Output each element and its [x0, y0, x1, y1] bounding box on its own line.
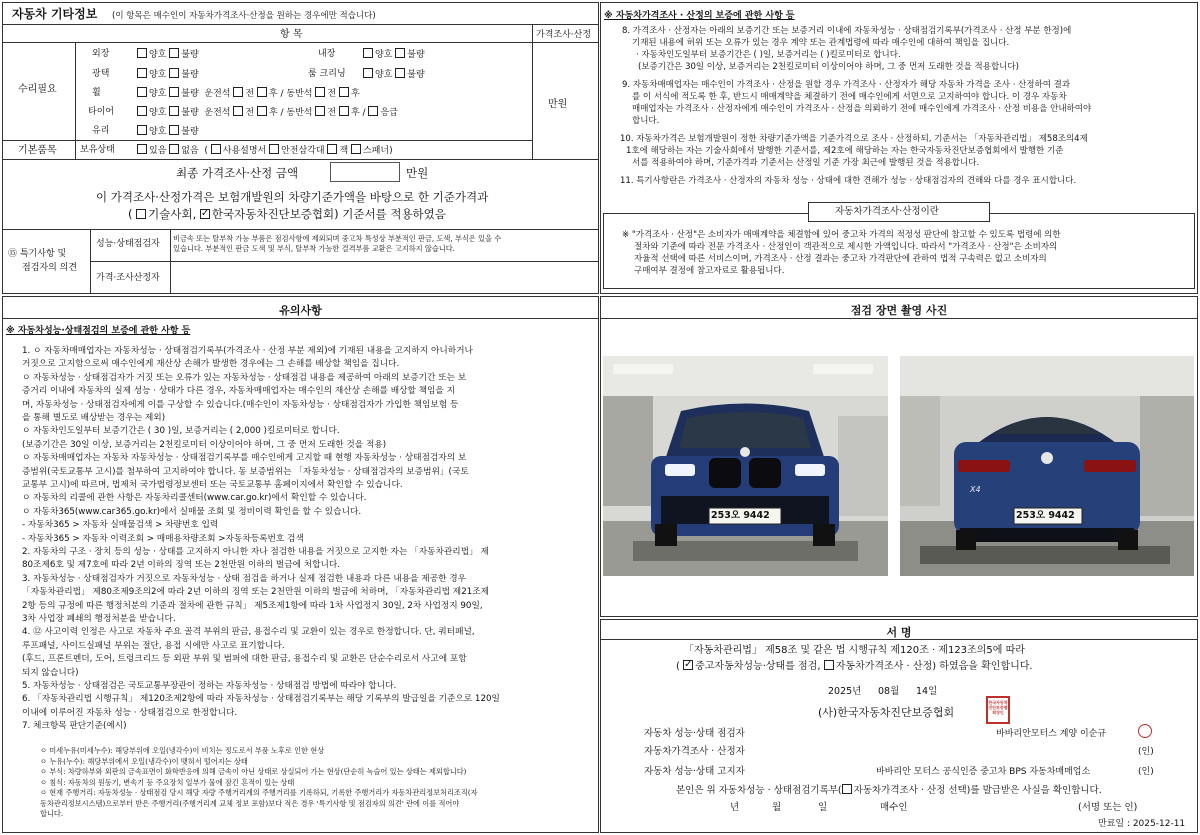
role-notifier-name: 바바리안 모터스 공식인증 중고차 BPS 자동차매매업소 [876, 767, 1091, 777]
inspector-seal [1138, 724, 1152, 738]
tire-pass-front-checkbox[interactable] [315, 106, 325, 116]
glass-good-checkbox[interactable] [137, 125, 147, 135]
exterior-options [137, 48, 199, 61]
opt-label: 불량 [181, 127, 199, 137]
item-10-line: 10. 자동차가격은 보험개발원이 정한 차량기준가액을 기준가격으로 조사 · 산정하되, 기준서는 「자동차관리법」 제58조의4제 [620, 134, 1088, 144]
notes-line: 2항 등의 규정에 따른 행정처분의 기준과 절차에 관한 규칙」 제5조제1항에 따라 1차 사업정지 30일, 2차 사업정지 90일, [22, 600, 483, 611]
room-clean-label: 룸 크리닝 [308, 69, 346, 79]
role-appraiser-seal: (인) [1138, 747, 1154, 757]
appraiser-label: 가격·조사산정자 [96, 273, 160, 283]
photo-header: 점검 장면 촬영 사진 [850, 304, 948, 317]
issue-year: 2025년 [828, 686, 862, 697]
notes-header: 유의사항 [279, 304, 322, 317]
notes-line: 교통부 고시)에 따르며, 법제처 국가법령정보센터 또는 국토교통부 홈페이지에서 확인할 수 있습니다. [22, 480, 403, 490]
exterior-bad-checkbox[interactable] [169, 48, 179, 58]
notes-line: 3차 사업장 폐쇄의 행정처분을 받습니다. [22, 614, 176, 624]
opt-label: 양호 [149, 50, 167, 60]
interior-bad-checkbox[interactable] [395, 48, 405, 58]
basis-line-2 [128, 207, 446, 221]
notes-line: 1. ㅇ 자동차매매업자는 자동차성능 · 상태점검기록부(가격조사 · 산정 부분 제외)에 기재된 내용을 고지하지 아니하거나 [22, 346, 473, 356]
opt-label: 없음 [181, 146, 199, 156]
notes-line: 이내에 이루어진 자동차 성능 · 상태점검으로 한정합니다. [22, 707, 238, 718]
rear-badge: X4 [970, 485, 981, 494]
exterior-label: 외장 [92, 49, 110, 59]
manual-checkbox[interactable] [211, 144, 221, 154]
photo-header-line [600, 318, 1198, 319]
front-label: 전 [327, 89, 337, 99]
tire-pass-rear-checkbox[interactable] [339, 106, 349, 116]
appraisal-title: ※ 자동차가격조사 · 산정의 보증에 관한 사항 등 [604, 11, 795, 21]
tech-society-checkbox[interactable] [136, 209, 146, 219]
opt-label: 있음 [149, 146, 167, 156]
org-stamp [986, 696, 1010, 724]
rear-car-illustration [900, 356, 1194, 576]
definition-line: ※ "가격조사 · 산정"은 소비자가 매매계약을 체결함에 있어 중고차 가격의 적정성 판단에 참고할 수 있도록 법령에 의한 [622, 230, 1061, 240]
notes-line: ㅇ 자동차의 리콜에 관한 사항은 자동차리콜센터(www.car.go.kr)에서 확인할 수 있습니다. [22, 493, 367, 504]
item-9-line: 합니다. [632, 116, 660, 126]
notes-line: (보증기간은 30일 이상, 보증거리는 2천킬로미터 이상이어야 하며, 그 중 먼저 도래한 것을 적용) [22, 439, 387, 450]
grid-line [2, 42, 599, 43]
gloss-bad-checkbox[interactable] [169, 68, 179, 78]
opt-label: 불량 [407, 50, 425, 60]
item-9-line: 9. 자동차매매업자는 매수인이 가격조사 · 산정을 원할 경우 가격조사 · 산정자가 해당 자동차 가격을 조사 · 산정하여 결과 [622, 80, 1071, 90]
tire-bad-checkbox[interactable] [169, 106, 179, 116]
room-clean-bad-checkbox[interactable] [395, 68, 405, 78]
wheel-pass-rear-checkbox[interactable] [339, 87, 349, 97]
notes-line: 며, 자동차성능 · 상태점검자에게 이를 구상할 수 있습니다.(매수인이 자동차성능 · 상태점검자가 가입한 책임보험 등 [22, 399, 459, 410]
notes-line: 7. 체크항목 판단기준(예시) [22, 721, 127, 732]
front-car-illustration [603, 356, 888, 576]
glass-label: 유리 [92, 126, 110, 136]
role-appraiser: 자동차가격조사 · 산정자 [644, 746, 745, 757]
interior-good-checkbox[interactable] [363, 48, 373, 58]
rear-plate: 253오 9442 [1016, 510, 1075, 521]
rear-label: 후 [268, 89, 278, 99]
notes-line: - 자동차365 > 자동차 실매물검색 > 차량번호 입력 [22, 520, 219, 531]
notes-line: 6. 「자동차관리법 시행규칙」 제120조제2항에 따라 자동차성능 · 상태점검기록부는 해당 기록부의 발급일을 기준으로 120일 [22, 694, 500, 705]
rear-label: 후 [268, 108, 278, 118]
opt-label: 불량 [181, 50, 199, 60]
opt-label: 불량 [181, 89, 199, 99]
grid-line [2, 159, 599, 160]
buyer-label: 매수인 [880, 802, 908, 813]
glass-bad-checkbox[interactable] [169, 125, 179, 135]
org-stamp-text: 한국자동차진단보증협회장인 [988, 700, 1008, 715]
confirm-prefix: 본인은 위 자동차성능 · 상태점검기록부( [676, 785, 842, 796]
opt-label: 양호 [149, 127, 167, 137]
wheel-options: 양호 불량 운전석 전 후 / 동반석 전 후 [137, 87, 360, 100]
tire-options: 양호 불량 운전석 전 후 / 동반석 전 후 / 응급 [137, 106, 398, 119]
appraisal-checkbox[interactable] [824, 660, 834, 670]
grid-line [2, 229, 599, 230]
gloss-label: 광택 [92, 69, 110, 79]
column-price-header: 가격조사·산정 [536, 30, 592, 40]
front-plate: 253오 9442 [711, 510, 770, 521]
confirm-suffix: 자동차가격조사 · 산정 선택)를 발급받은 사실을 확인합니다. [853, 785, 1102, 796]
notes-line: ㅇ 자동차매매업자는 자동차 자동차성능 · 상태점검기록부를 매수인에게 고지할 때 현행 자동차성능 · 상태점검자의 보 [22, 453, 467, 464]
sign-legal-line: 「자동차관리법」 제58조 및 같은 법 시행규칙 제120조 · 제123조의5에 따라 [684, 645, 1025, 656]
opt-label: 불량 [181, 108, 199, 118]
criteria-line: 합니다. [40, 809, 64, 818]
notes-line: 증범위(국토교통부 고시)를 첨부하여 고지하여야 합니다. 동 보증범위는 「자동차성능 · 상태점검자의 보증범위」(국토 [22, 466, 469, 477]
wheel-bad-checkbox[interactable] [169, 87, 179, 97]
notes-title: ※ 자동차성능·상태점검의 보증에 관한 사항 등 [6, 326, 191, 336]
grid-line [75, 42, 76, 159]
notes-line: (후드, 프론트펜더, 도어, 트렁크리드 등 외판 부위 및 범퍼에 대한 판금, 용접수리 및 교환은 단순수리로서 사고에 포함 [22, 654, 467, 665]
spare-label: 응급 [380, 108, 398, 118]
spanner-checkbox[interactable] [351, 144, 361, 154]
final-price-label: 최종 가격조사·산정 금액 [176, 166, 299, 180]
tire-good-checkbox[interactable] [137, 106, 147, 116]
criteria-line: ㅇ 현재 주행거리: 자동차성능 · 상태점검 당시 해당 자량 주행거리계의 주행거리를 기록하되, 기록한 주행거리가 자동차관리정보처리조직(자 [40, 788, 478, 797]
grid-line [90, 229, 91, 294]
notes-line: 루프패널, 사이드실패널 부위는 절단, 용접 시에만 사고로 표기합니다. [22, 640, 285, 651]
room-clean-options [363, 68, 425, 81]
tire-driver-rear-checkbox[interactable] [257, 106, 267, 116]
basic-items-label: 기본품목 [18, 145, 57, 156]
notes-line: 2. 자동차의 구조 · 장치 등의 성능 · 상태를 고지하지 아니한 자나 점검한 내용을 거짓으로 고지한 자는 「자동차관리법」 제 [22, 547, 489, 557]
front-label: 전 [327, 108, 337, 118]
rear-label: 후 [350, 89, 360, 99]
kadia-checkbox[interactable] [200, 209, 210, 219]
role-notifier-seal: (인) [1138, 767, 1154, 777]
notes-line: 증거리 이내에 자동차의 실제 성능 · 상태가 다른 경우, 자동차매매업자는 매수인의 재산상 손해를 배상할 책임을 지 [22, 386, 455, 397]
opt-label: 양호 [149, 89, 167, 99]
price-unit: 만원 [548, 99, 568, 110]
criteria-line: ㅇ 부식: 차량하부와 외판의 금속표면이 화학반응에 의해 금속이 아닌 상태로 상실되어 가는 현상(단순히 녹슬어 있는 상태는 제외합니다) [40, 767, 467, 776]
basis-option-2: 한국자동차진단보증협회) 기준서를 적용하였음 [211, 207, 446, 221]
final-price-input[interactable] [330, 162, 400, 182]
notes-line: ㅇ 자동차성능 · 상태점검자가 거짓 또는 오류가 있는 자동차성능 · 상태점검 내용을 제공하여 아래의 보증기간 또는 보 [22, 372, 467, 383]
opt-label: 불량 [407, 70, 425, 80]
interior-options [363, 48, 425, 61]
front-car-photo [603, 356, 888, 576]
section-note: (이 항목은 매수인이 자동차가격조사·산정을 원하는 경우에만 적습니다) [112, 11, 376, 21]
rear-car-photo [900, 356, 1194, 576]
basic-item-label: 안전삼각대 [281, 146, 325, 156]
interior-label: 내장 [318, 49, 336, 59]
driver-label: 운전석 [204, 89, 231, 99]
item-8-line: 기재된 내용에 허위 또는 오류가 있는 경우 계약 또는 관계법령에 따라 매수인에 대하여 책임을 집니다. [632, 38, 1010, 48]
gloss-good-checkbox[interactable] [137, 68, 147, 78]
buyer-month-label: 월 [772, 802, 782, 813]
gloss-options [137, 68, 199, 81]
opt-label: 양호 [375, 70, 393, 80]
opt-label: 양호 [149, 108, 167, 118]
wheel-pass-front-checkbox[interactable] [315, 87, 325, 97]
owned-label: 보유상태 [80, 145, 115, 155]
buyer-year-label: 년 [730, 802, 740, 813]
notes-line: ㅇ 자동차365(www.car365.go.kr)에서 실매물 조회 및 정비이력 확인을 할 수 있습니다. [22, 506, 362, 517]
room-clean-good-checkbox[interactable] [363, 68, 373, 78]
special-label-1: ⑮ 특기사항 및 [8, 249, 67, 259]
notes-line: 4. ⑫ 사고이력 인정은 사고로 자동차 주요 골격 부위의 판금, 용접수리 및 교환이 있는 경우로 한정합니다. 단, 쿼터패널, [22, 627, 475, 638]
criteria-line: ㅇ 누유(누수): 해당부위에서 오일(냉각수)이 맺혀서 떨어지는 상태 [40, 756, 248, 766]
wheel-driver-rear-checkbox[interactable] [257, 87, 267, 97]
sign-header: 서 명 [886, 626, 912, 639]
exterior-good-checkbox[interactable] [137, 48, 147, 58]
owned-none-checkbox[interactable] [169, 144, 179, 154]
front-label: 전 [245, 89, 255, 99]
inspector-label: 성능·상태점검자 [96, 239, 160, 249]
role-inspector: 자동차 성능·상태 점검자 [644, 728, 745, 739]
grid-line [90, 261, 599, 262]
notes-header-line [2, 318, 599, 319]
tire-label: 타이어 [88, 107, 115, 117]
inspector-opinion-1: 비금속 또는 탈부착 가능 부품은 점검사항에 제외되며 중고차 특성상 부분적인 판금, 도색, 부식은 있을 수 [173, 234, 502, 243]
item-10-line: 서를 적용하여야 하며, 기준가격과 기준서는 산정일 기준 가장 최근에 발행된 것을 적용합니다. [632, 158, 980, 168]
issue-month: 08월 [878, 686, 900, 697]
role-inspector-name: 바바리안모터스 계양 이순규 [996, 729, 1107, 739]
issue-day: 14일 [916, 686, 938, 697]
notes-line: 5. 자동차성능 · 상태점검은 국토교통부장관이 정하는 자동차성능 · 상태점검 방법에 따라야 합니다. [22, 681, 397, 691]
sign-confirm-line [676, 660, 1033, 673]
column-item-header: 항 목 [280, 29, 303, 40]
buyer-sign-field[interactable]: (서명 또는 인) [1078, 802, 1138, 813]
jack-checkbox[interactable] [327, 144, 337, 154]
appraisal-definition-title: 자동차가격조사·산정이란 [835, 206, 939, 217]
opt-label: 양호 [375, 50, 393, 60]
glass-options [137, 125, 199, 138]
notes-line: ㅇ 자동차인도일부터 보증기간은 ( 30 )일, 보증거리는 ( 2,000 )킬로미터로 합니다. [22, 426, 340, 437]
grid-line [170, 229, 171, 294]
expiry-date: 만료일 : 2025-12-11 [1098, 819, 1186, 829]
item-9-line: 를 이 서식에 적도록 한 후, 반드시 매매계약을 체결하기 전에 매수인에게 서면으로 고지하여야 합니다. 이 경우 자동차 [632, 92, 1067, 102]
criteria-line: 동차관리정보시스템)으로부터 받은 주행거리(주행거리계 교체 정보 포함)보다 적은 경우 '특기사항 및 점검자의 의견' 란에 이를 적어야 [40, 798, 460, 808]
tire-driver-front-checkbox[interactable] [233, 106, 243, 116]
notes-line: 3. 자동차성능 · 상태점검자가 거짓으로 자동차성능 · 상태 점검을 하거나 실제 점검한 내용과 다른 내용을 제공한 경우 [22, 573, 467, 584]
rear-label: 후 [350, 108, 360, 118]
section-title: 자동차 기타정보 [12, 7, 98, 21]
front-label: 전 [245, 108, 255, 118]
notes-line: 거짓으로 고지함으로써 매수인에게 재산상 손해가 발생한 경우에는 그 손해를 배상할 책임을 집니다. [22, 359, 400, 370]
item-10-line: 1호에 해당하는 자는 기술사회에서 발행한 기준서를, 제2호에 해당하는 자는 한국자동차진단보증협회에서 발행한 기준 [626, 146, 1064, 156]
basic-item-label: 잭 [339, 146, 349, 156]
repair-needed-label: 수리필요 [18, 84, 57, 95]
definition-line: 절차와 기준에 따라 전문 가격조사 · 산정인이 객관적으로 제시한 가액입니다. 따라서 "가격조사 · 산정"은 소비자의 [634, 242, 1058, 252]
notes-line: - 자동차365 > 자동차 이력조회 > 매매용차량조회 >자동차등록번호 검색 [22, 533, 304, 544]
buyer-confirm-line [676, 784, 1102, 797]
basis-option-1: 기술사회, [148, 207, 197, 221]
buyer-day-label: 일 [818, 802, 828, 813]
grid-line [2, 140, 532, 141]
special-label-2: 점검자의 의견 [22, 263, 78, 273]
owned-have-checkbox[interactable] [137, 144, 147, 154]
owned-options: 있음 없음 ( 사용설명서 안전삼각대 잭 스패너) [137, 144, 393, 157]
sign-option-1: 중고자동차성능·상태를 점검, [695, 661, 821, 672]
inspection-checkbox[interactable] [683, 660, 693, 670]
wheel-label: 휠 [92, 88, 101, 98]
grid-line [532, 24, 533, 159]
driver-label: 운전석 [204, 108, 231, 118]
opt-label: 불량 [181, 70, 199, 80]
wheel-driver-front-checkbox[interactable] [233, 87, 243, 97]
sign-option-2: 자동차가격조사 · 산정) 하였음을 확인합니다. [835, 661, 1033, 672]
opt-label: 양호 [149, 70, 167, 80]
final-price-unit: 만원 [406, 166, 429, 180]
inspector-opinion-2: 있습니다. 부분적인 판금 도색 및 부식, 탈부착 가능한 결격부품 교환은 고지하지 않습니다. [173, 244, 455, 253]
criteria-line: ㅇ 미세누유(미세누수): 해당부위에 오일(냉각수)이 비치는 정도로서 부품 노후로 인한 현상 [40, 746, 325, 755]
role-notifier: 자동차 성능·상태 고지자 [644, 766, 745, 777]
item-9-line: 매매업자는 가격조사 · 산정자에게 매수인이 가격조사 · 산정을 의뢰하기 전에 매수인에게 가격조사 · 산정 비용을 안내하여야 [632, 104, 1092, 114]
basic-item-label: 스패너 [363, 146, 390, 156]
notes-line: 을 통해 별도로 배상받는 경우는 제외) [22, 413, 166, 423]
buyer-appraisal-checkbox[interactable] [842, 784, 852, 794]
triangle-checkbox[interactable] [269, 144, 279, 154]
basis-line-1: 이 가격조사·산정가격은 보험개발원의 차량기준가액을 바탕으로 한 기준가격과 [96, 190, 489, 204]
item-11: 11. 특기사항란은 가격조사 · 산정자의 자동차 성능 · 상태에 대한 견해가 성능 · 상태점검자의 견해와 다를 경우 표시합니다. [620, 176, 1077, 186]
criteria-line: ㅇ 침식: 자동차의 원동기, 변속기 등 주요장치 일부가 물에 잠긴 흔적이 있는 상태 [40, 777, 295, 787]
paren: ( [128, 207, 133, 221]
item-8-line: (보증기간은 30일 이상, 보증거리는 2천킬로미터 이상이어야 하며, 그 중 먼저 도래한 것을 적용합니다) [638, 62, 1019, 72]
notes-line: 되지 않습니다) [22, 667, 79, 678]
definition-line: 자율적 선택에 따른 서비스이며, 가격조사 · 산정 결과는 중고차 가격판단에 관하여 법적 구속력은 없고 소비자의 [634, 254, 1047, 264]
notes-line: 80조제6호 및 제7호에 따라 2년 이하의 징역 또는 2천만원 이하의 벌금에 처합니다. [22, 560, 341, 571]
paren: ( [676, 661, 680, 672]
passenger-label: 동반석 [286, 108, 313, 118]
tire-spare-checkbox[interactable] [368, 106, 378, 116]
issuer-org: (사)한국자동차진단보증협회 [818, 706, 955, 719]
definition-line: 구매여부 결정에 참고자료로 활용됩니다. [634, 266, 785, 276]
notes-line: 「자동차관리법」 제80조제9조의2에 따라 2년 이하의 징역 또는 2천만원 이하의 벌금에 처하며, 「자동차관리법 제21조제 [22, 587, 490, 598]
item-8-line: 8. 가격조사 · 산정자는 아래의 보증기간 또는 보증거리 이내에 자동차성능 · 상태점검기록부(가격조사 · 산정 부분 한정)에 [622, 26, 1072, 36]
basic-item-label: 사용설명서 [222, 146, 267, 156]
item-8-line: · 자동차인도일부터 보증기간은 ( )일, 보증거리는 ( )킬로미터로 합니다. [636, 50, 901, 60]
wheel-good-checkbox[interactable] [137, 87, 147, 97]
passenger-label: 동반석 [286, 89, 313, 99]
grid-line [2, 24, 599, 25]
